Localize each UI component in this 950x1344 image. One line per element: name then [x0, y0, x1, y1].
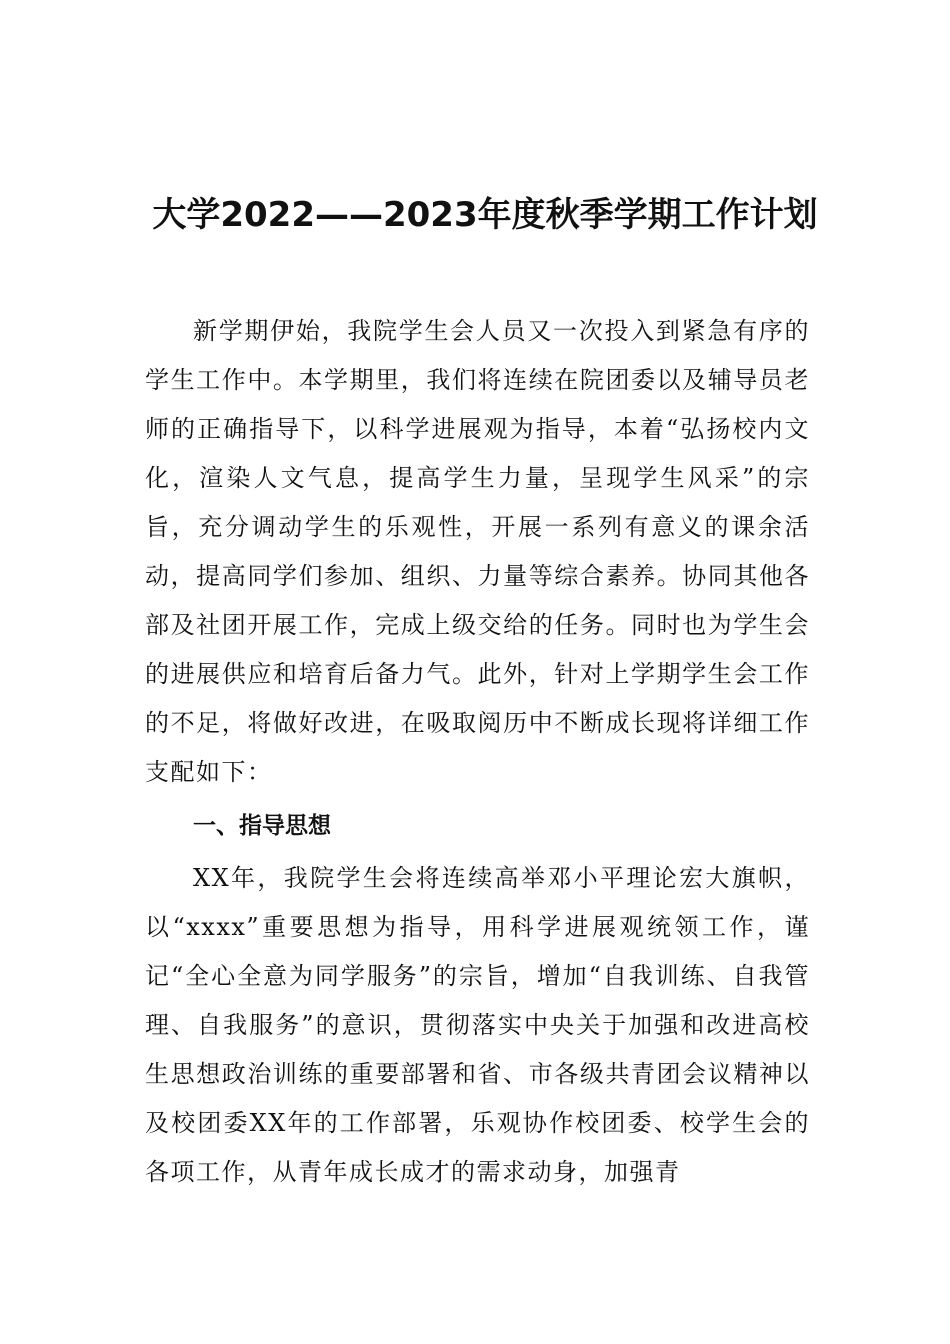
- document-title: 大学2022——2023年度秋季学期工作计划: [152, 195, 818, 235]
- guiding-ideology-paragraph: XX年，我院学生会将连续高举邓小平理论宏大旗帜，以“xxxx”重要思想为指导，用科学进展观统领工作，谨记“全心全意为同学服务”的宗旨，增加“自我训练、自我管理、自我服务”的意识，贯彻落实中央关于加强和改进高校生思想政治训练的重要部署和省、市各级共青团会议精神以及校团委XX年的工作部署，乐观协作校团委、校学生会的各项工作，从青年成长成才的需求动身，加强青: [145, 864, 810, 1186]
- document-body: [145, 307, 810, 1197]
- intro-paragraph: 新学期伊始，我院学生会人员又一次投入到紧急有序的学生工作中。本学期里，我们将连续在院团委以及辅导员老师的正确指导下，以科学进展观为指导，本着“弘扬校内文化，渲染人文气息，提高学生力量，呈现学生风采”的宗旨，充分调动学生的乐观性，开展一系列有意义的课余活动，提高同学们参加、组织、力量等综合素养。协同其他各部及社团开展工作，完成上级交给的任务。同时也为学生会的进展供应和培育后备力气。此外，针对上学期学生会工作的不足，将做好改进，在吸取阅历中不断成长现将详细工作支配如下：: [145, 317, 810, 786]
- section-heading-guiding-ideology: 一、指导思想: [193, 813, 331, 839]
